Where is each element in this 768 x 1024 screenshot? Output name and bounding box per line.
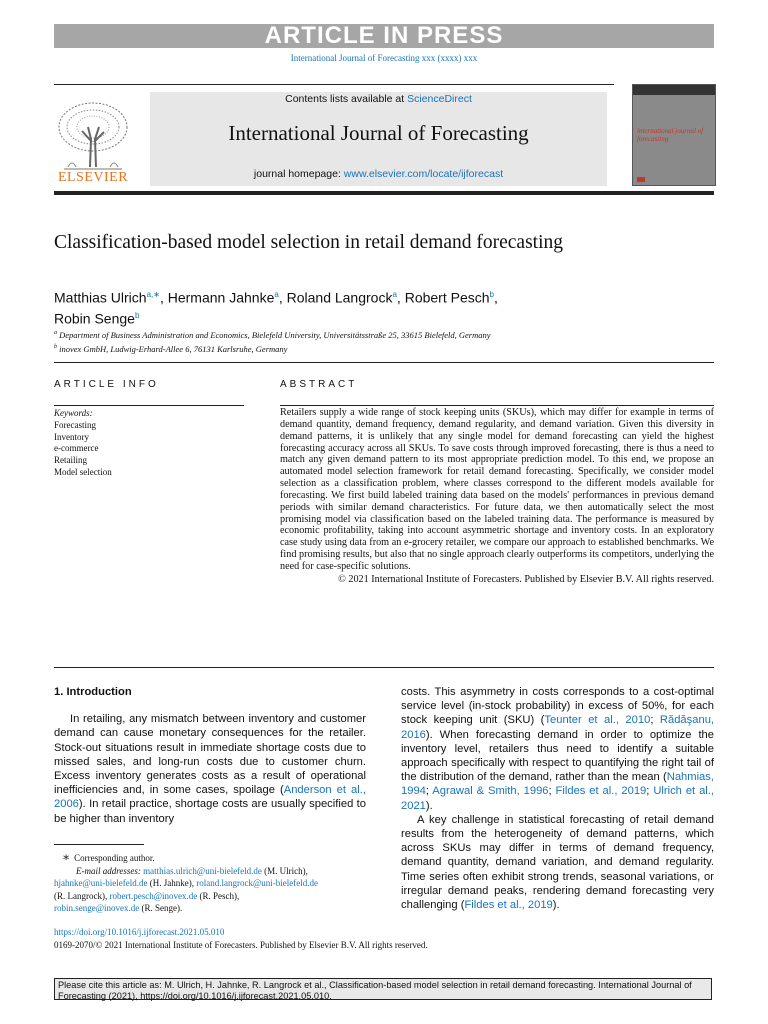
doi-link[interactable]: https://doi.org/10.1016/j.ijforecast.2021.05.010 (54, 927, 225, 937)
paragraph-text: ; (650, 714, 660, 727)
author-affiliation-mark[interactable]: a,∗ (146, 290, 160, 299)
cover-logo-mark (637, 177, 645, 182)
paragraph-text: ; (646, 785, 654, 798)
journal-cover-thumbnail[interactable] (632, 84, 716, 186)
email-link[interactable]: hjahnke@uni-bielefeld.de (54, 878, 148, 888)
paragraph-text: ). (425, 799, 433, 812)
paragraph (401, 685, 714, 813)
journal-citation-line[interactable]: International Journal of Forecasting xxx (xxxx) xxx (290, 53, 478, 63)
abstract-text: Retailers supply a wide range of stock keeping units (SKUs), which may differ for example in terms of demand quantity, demand frequency, demand regularity, and demand variation. Given this diversity in demand patterns, it is unlikely that any single model for demand forecasting can yield the highest forecasting accuracy across all SKUs. To save costs through improved forecasting, there is thus a need to match any given demand pattern to its most appropriate prediction model. To this end, we propose an automated model selection framework for retail demand forecasting. Specifically, we consider model selection as a classification problem, where classes correspond to the different models available for forecasting. We first build labeled training data based on the models' performances in previous demand periods with similar demand characteristics. For future data, we then automatically select the most promising model via classification based on the labeled training data. The performance is measured by economic profitability, taking into account asymmetric shortage and inventory costs. In an exploratory case study using data from an e-grocery retailer, we compare our approach to established benchmarks. We find promising results, but also that no single approach clearly outperforms its competitors, underlying the need for case-specific solutions. (280, 407, 714, 572)
keywords-label: Keywords: (54, 408, 93, 418)
email-addresses-cont: hjahnke@uni-bielefeld.de (H. Jahnke), roland.langrock@uni-bielefeld.de (R. Langrock), robert.pesch@inovex.de (R. Pesch), robin.senge@inovex.de (R. Senge). (54, 878, 319, 913)
article-in-press-banner: ARTICLE IN PRESS (54, 24, 714, 48)
author-affiliation-mark[interactable]: a (274, 290, 279, 299)
affiliation-item: $^a$ Department of Business Administration and Economics, Bielefeld University, Universitätsstraße 25, 33615 Bielefeld, Germany (54, 329, 491, 340)
citation-link[interactable]: Fildes et al., 2019 (555, 785, 647, 798)
affiliation-item: $^b$ inovex GmbH, Ludwig-Erhard-Allee 6, 76131 Karlsruhe, Germany (54, 343, 288, 354)
body-right-column (401, 685, 714, 912)
footnote-rule (54, 844, 144, 845)
paragraph-text: costs. This asymmetry in costs corresponds to a cost-optimal service level (in-stock probability) in excess of 50%, for each stock keeping unit (SKU) ( (401, 686, 714, 727)
article-info-rule (54, 405, 244, 406)
author-name[interactable]: Robin Senge (54, 310, 135, 327)
footnotes (54, 851, 384, 915)
author-name[interactable]: Robert Pesch (404, 289, 490, 306)
cover-title: international journal of forecasting (637, 127, 704, 143)
title-bottom-rule (54, 362, 714, 363)
author-affiliation-mark[interactable]: b (489, 290, 494, 299)
author-affiliation-mark[interactable]: a (392, 290, 397, 299)
citation-link[interactable]: Teunter et al., 2010 (544, 714, 651, 727)
keywords-block (54, 408, 244, 479)
citation-link[interactable]: Rădăşanu, 2016 (401, 714, 715, 741)
issn-copyright-line: 0169-2070/© 2021 International Institute of Forecasters. Published by Elsevier B.V. All rights reserved. (54, 939, 428, 950)
masthead-bottom-rule (54, 191, 714, 195)
journal-title: International Journal of Forecasting (228, 121, 529, 145)
article-info-heading: ARTICLE INFO (54, 379, 159, 390)
paragraph (401, 813, 714, 912)
citation-box: Please cite this article as: M. Ulrich, H. Jahnke, R. Langrock et al., Classification-based model selection in retail demand forecasting. International Journal of Forecasting (2021), https://doi.org/10.1016/j.ijforecast.2021.05.010. (54, 978, 712, 1000)
author-affiliation-mark[interactable]: b (134, 310, 140, 320)
paragraph-text: A key challenge in statistical forecasting of retail demand results from the heterogeneity of demand patterns, which across SKUs may differ in terms of demand frequency, demand quantity, demand variation, and demand regularity. Time series often exhibit strong trends, seasonal variations, or irregular demand peaks, rendering demand forecasting very challenging ( (401, 813, 714, 912)
author-name[interactable]: Matthias Ulrich (54, 289, 147, 306)
citation-link[interactable]: Ulrich et al., 2021 (401, 785, 714, 812)
paragraph-text: ; (548, 785, 556, 798)
email-link[interactable]: robert.pesch@inovex.de (109, 890, 198, 901)
contents-line: Contents lists available at ScienceDirect (285, 93, 472, 105)
paragraph (54, 712, 366, 826)
author-name[interactable]: Hermann Jahnke (167, 289, 275, 306)
keyword: Forecasting (54, 419, 96, 430)
email-addresses: E-mail addresses: matthias.ulrich@uni-bielefeld.de (M. Ulrich), (76, 865, 308, 876)
keyword: Retailing (54, 455, 87, 466)
paragraph-text: ). In retail practice, shortage costs are usually specified to be higher than inventory (54, 798, 366, 825)
abstract-bottom-rule (54, 667, 714, 668)
paragraph-text: ). (552, 899, 560, 912)
citation-link[interactable]: Anderson et al., 2006 (54, 784, 366, 811)
section-heading-introduction: 1. Introduction (54, 686, 132, 698)
masthead-top-rule (54, 84, 614, 85)
paragraph-text: ; (425, 785, 433, 798)
abstract-block (280, 407, 714, 586)
author-name[interactable]: Roland Langrock (286, 289, 393, 306)
paragraph-text: In retailing, any mismatch between inventory and customer demand can cause monetary consequences for the retailer. Stock-out situations result in immediate shortage costs due to missed sales, and long-run costs due to customer churn. Excess inventory generates costs as a result of operational inefficiencies and, in some cases, spoilage ( (54, 713, 366, 797)
doi-block (54, 926, 714, 951)
abstract-copyright: © 2021 International Institute of Forecasters. Published by Elsevier B.V. All rights reserved. (338, 573, 714, 585)
journal-homepage-line: journal homepage: www.elsevier.com/locate/ijforecast (253, 168, 504, 180)
keyword: e-commerce (54, 443, 99, 454)
body-left-column (54, 685, 366, 826)
paragraph-text: ). When forecasting demand in order to optimize the inventory level, retailers thus need to identify a suitable approach specifically with respect to quantifying the right tail of the distribution of the demand, rather than the mean ( (401, 728, 714, 784)
citation-link[interactable]: Nahmias, 1994 (401, 771, 714, 798)
email-link[interactable]: robin.senge@inovex.de (54, 903, 140, 913)
keyword: Inventory (54, 431, 89, 442)
abstract-rule (280, 405, 714, 406)
article-title: Classification-based model selection in retail demand forecasting (54, 232, 563, 253)
citation-link[interactable]: Agrawal & Smith, 1996 (432, 785, 549, 798)
sciencedirect-link[interactable]: ScienceDirect (407, 93, 472, 105)
keyword: Model selection (54, 466, 112, 477)
affiliations (54, 327, 714, 355)
elsevier-wordmark: ELSEVIER (57, 170, 129, 185)
author-list: Matthias Ulrich$^{a,∗}$, Hermann Jahnke$^a$, Roland Langrock$^a$, Robert Pesch$^b$, Robin Senge$^b$ (54, 289, 498, 327)
citation-link[interactable]: Fildes et al., 2019 (464, 899, 553, 912)
cover-header-band (633, 85, 715, 95)
email-link[interactable]: matthias.ulrich@uni-bielefeld.de (143, 865, 262, 876)
journal-homepage-link[interactable]: www.elsevier.com/locate/ijforecast (343, 168, 504, 180)
abstract-heading: ABSTRACT (280, 379, 358, 390)
email-link[interactable]: roland.langrock@uni-bielefeld.de (196, 878, 319, 888)
corresponding-author-note: ∗ Corresponding author. (62, 850, 155, 864)
